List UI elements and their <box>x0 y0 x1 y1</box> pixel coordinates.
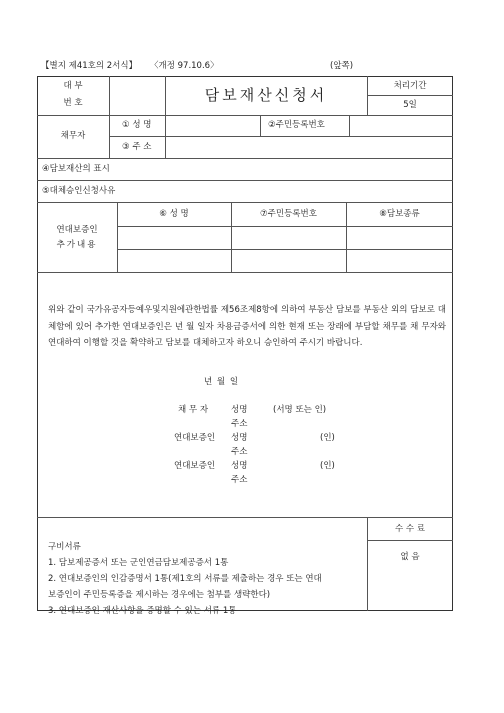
debtor-sign-address-label: 주소 <box>231 419 248 429</box>
debtor-name-field[interactable] <box>166 116 259 135</box>
debtor-id-field[interactable] <box>350 116 452 135</box>
row-divider <box>367 540 453 541</box>
attachment-item: 1. 담보제공증서 또는 군인연금담보제공증서 1통 <box>48 558 229 568</box>
revision-note: 〈개정 97.10.6〉 <box>150 61 219 71</box>
row-divider <box>37 272 453 273</box>
fee-value: 없 음 <box>400 552 420 562</box>
collateral-type-cell[interactable] <box>347 227 452 248</box>
guarantor1-address-label: 주소 <box>231 447 248 457</box>
debtor-address-field[interactable] <box>166 137 452 157</box>
guarantor1-name-label: 성명 <box>231 433 248 443</box>
row-divider <box>37 202 453 203</box>
fee-label: 수 수 료 <box>394 524 426 534</box>
processing-period-value: 5일 <box>403 100 417 110</box>
guarantor-id-cell[interactable] <box>232 250 345 271</box>
guarantor2-seal[interactable]: (인) <box>320 461 335 471</box>
guarantor-name-cell[interactable] <box>118 250 230 271</box>
collateral-type-header: ⑧담보종류 <box>379 209 420 219</box>
replacement-reason-label: ⑤대체승인신청사유 <box>42 186 116 196</box>
debtor-address-label: ③ 주 소 <box>122 142 152 152</box>
receipt-label-top: 대 부 <box>63 81 83 91</box>
debtor-name-label: ① 성 명 <box>122 120 152 130</box>
attachment-item: 2. 연대보증인의 인감증명서 1통(제1호의 서류를 제출하는 경우 또는 연대 <box>48 574 322 584</box>
form-number: 【별지 제41호의 2서식】 <box>41 61 138 71</box>
attachments-title: 구비서류 <box>48 542 81 552</box>
attachment-item-continued: 보증인이 주민등록증을 제시하는 경우에는 첨부를 생략한다) <box>48 590 271 600</box>
guarantor-name-cell[interactable] <box>118 227 230 248</box>
attachment-item: 3. 연대보증인 재산사항을 증명할 수 있는 서류 1통 <box>48 606 237 616</box>
replacement-reason-field[interactable] <box>130 181 452 201</box>
receipt-label-bottom: 번 호 <box>63 98 83 108</box>
guarantor2-name-label: 성명 <box>231 461 248 471</box>
application-statement: 위와 같이 국가유공자등예우및지원에관한법률 제56조제8항에 의하여 부동산 담보를 부동산 외의 담보로 대체함에 있어 추가한 연대보증인은 년 월 일자 차용금증서에 의한 현재 또는 장래에 부담할 채무를 채 무자와 연대하여 이행할 것을 확약하고 담보를 대체하고자 하오니 승인하여 주시기 바랍니다. <box>48 305 446 348</box>
col-divider <box>109 76 110 158</box>
guarantor-id-cell[interactable] <box>232 227 345 248</box>
col-divider <box>260 115 261 136</box>
guarantor1-seal[interactable]: (인) <box>320 433 335 443</box>
debtor-id-label: ②주민등록번호 <box>268 120 325 130</box>
debtor-role-label: 채 무 자 <box>178 405 209 415</box>
debtor-sign-name-label: 성명 <box>231 405 248 415</box>
guarantor-section-label-top: 연대보증인 <box>56 225 98 235</box>
guarantor-name-header: ⑥ 성 명 <box>159 209 189 219</box>
guarantor2-role-label: 연대보증인 <box>174 461 216 471</box>
collateral-display-label: ④담보재산의 표시 <box>42 164 110 174</box>
page-side: (앞쪽) <box>330 61 354 71</box>
guarantor-id-header: ⑦주민등록번호 <box>260 209 317 219</box>
guarantor2-address-label: 주소 <box>231 475 248 485</box>
form-title: 담보재산신청서 <box>204 86 328 104</box>
row-divider <box>367 95 453 96</box>
processing-period-label: 처리기간 <box>393 81 427 91</box>
collateral-display-field[interactable] <box>130 159 452 179</box>
collateral-type-cell[interactable] <box>347 250 452 271</box>
guarantor-section-label-bottom: 추가내용 <box>56 240 98 250</box>
debtor-signature-seal[interactable]: (서명 또는 인) <box>273 405 327 415</box>
guarantor1-role-label: 연대보증인 <box>174 433 216 443</box>
debtor-section-label: 채무자 <box>60 131 86 141</box>
row-divider <box>37 517 453 518</box>
application-date: 년 월 일 <box>204 377 239 387</box>
